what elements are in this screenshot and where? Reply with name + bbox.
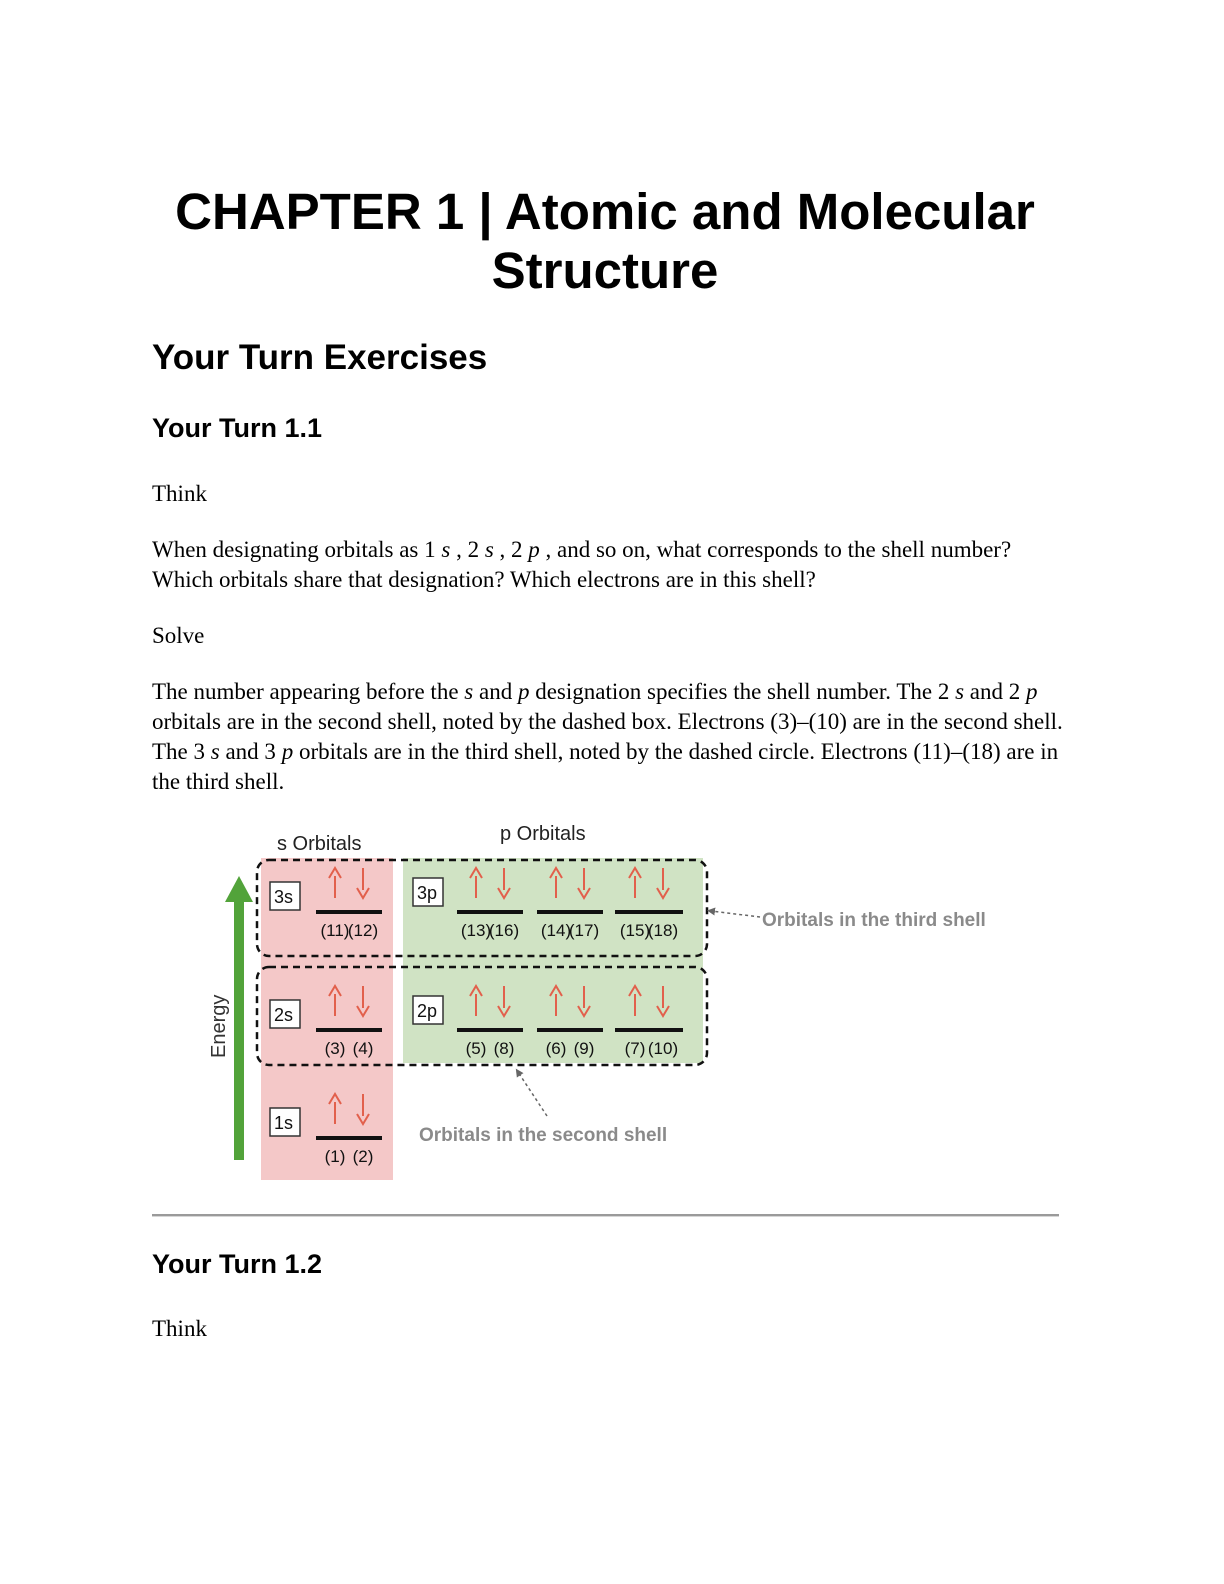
energy-label: Energy	[208, 994, 230, 1058]
think-question	[152, 535, 1072, 595]
orbital-label: 3p	[417, 883, 438, 903]
second-shell-pointer	[518, 1072, 547, 1116]
text-segment: , and so on, what corresponds to the shell number? Which orbitals share that designation? Which electrons are in this shell?	[152, 537, 1012, 592]
second-shell-label: Orbitals in the second shell	[419, 1125, 668, 1146]
text-segment: , 2	[493, 537, 529, 562]
electron-number: (18)	[647, 921, 679, 940]
text-segment: orbitals are in the third shell, noted by the dashed circle. Electrons (11)–(18) are in the third shell.	[152, 739, 1059, 794]
p-orbitals-header: p Orbitals	[500, 823, 586, 845]
italic-orbital-letter: s	[210, 739, 220, 764]
electron-number: (14)	[540, 921, 572, 940]
orbital-label: 3s	[274, 887, 294, 907]
electron-number: (16)	[488, 921, 520, 940]
italic-orbital-letter: p	[528, 537, 540, 562]
electron-number: (12)	[347, 921, 379, 940]
third-shell-pointer	[711, 911, 760, 917]
section-title: Your Turn Exercises	[152, 338, 488, 377]
italic-orbital-letter: p	[281, 739, 294, 764]
electron-number: (2)	[352, 1147, 374, 1166]
electron-number: (5)	[465, 1039, 487, 1058]
text-segment: The number appearing before the	[152, 679, 465, 704]
solve-answer	[152, 677, 1072, 797]
orbital-label: 1s	[274, 1113, 294, 1133]
section-divider	[152, 1214, 1059, 1217]
your-turn-1-1-heading: Your Turn 1.1	[152, 413, 323, 443]
electron-number: (15)	[619, 921, 651, 940]
electron-number: (9)	[573, 1039, 595, 1058]
electron-number: (13)	[460, 921, 492, 940]
text-segment: , 2	[450, 537, 485, 562]
s-orbitals-header: s Orbitals	[277, 833, 362, 855]
electron-number: (3)	[324, 1039, 346, 1058]
text-segment: designation specifies the shell number. The 2	[529, 679, 956, 704]
electron-number: (7)	[624, 1039, 646, 1058]
solve-label: Solve	[152, 623, 205, 648]
electron-number: (8)	[493, 1039, 515, 1058]
electron-number: (1)	[324, 1147, 346, 1166]
electron-number: (6)	[545, 1039, 567, 1058]
your-turn-1-2-heading: Your Turn 1.2	[152, 1249, 323, 1279]
electron-number: (10)	[647, 1039, 679, 1058]
electron-number: (11)	[320, 921, 350, 940]
text-segment: When designating orbitals as 1	[152, 537, 442, 562]
orbital-energy-diagram	[195, 818, 1025, 1184]
text-segment: and 2	[964, 679, 1026, 704]
think-label: Think	[152, 481, 207, 506]
orbital-label: 2s	[274, 1005, 294, 1025]
italic-orbital-letter: p	[1026, 679, 1038, 704]
third-shell-label: Orbitals in the third shell	[762, 910, 986, 931]
italic-orbital-letter: s	[955, 679, 965, 704]
text-segment: orbitals are in the second shell, noted by the dashed box. Electrons (3)–(10) are in the second shell. The 3	[152, 709, 1063, 764]
text-segment: and 3	[219, 739, 282, 764]
think-label-2: Think	[152, 1316, 207, 1341]
italic-orbital-letter: s	[441, 537, 451, 562]
chapter-title: CHAPTER 1 | Atomic and Molecular Structure	[175, 183, 1035, 299]
orbital-label: 2p	[417, 1001, 438, 1021]
energy-arrow-head	[225, 876, 253, 902]
electron-number: (4)	[352, 1039, 374, 1058]
electron-number: (17)	[568, 921, 600, 940]
italic-orbital-letter: p	[517, 679, 530, 704]
italic-orbital-letter: s	[484, 537, 494, 562]
text-segment: and	[473, 679, 518, 704]
italic-orbital-letter: s	[464, 679, 474, 704]
